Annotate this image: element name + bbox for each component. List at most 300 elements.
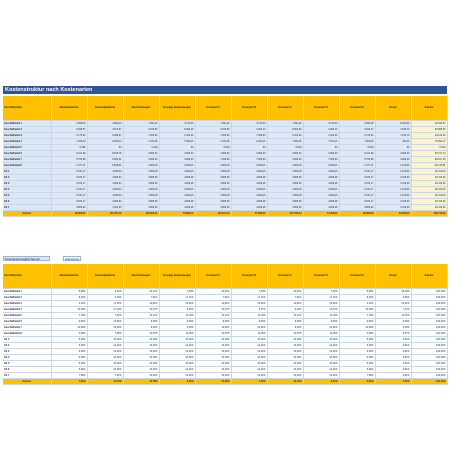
data-cell[interactable]: 8.362,02 [267,127,303,133]
data-cell[interactable]: 5.255,57 [51,127,87,133]
data-cell[interactable]: 2.531,17 [51,181,87,187]
data-cell[interactable]: 5,26% [51,337,87,343]
data-cell[interactable]: 10,32% [87,349,123,355]
data-cell[interactable]: 4.966,25 [123,199,159,205]
total-cell[interactable]: 13,03% [195,379,231,385]
row-label-cell[interactable]: GF 1 [3,337,51,343]
row-label-cell[interactable]: Geschäftsfeld 8 [3,163,51,169]
data-cell[interactable]: 10,32% [159,337,195,343]
data-cell[interactable]: 2.941,25 [231,139,267,145]
data-cell[interactable]: 48.116,46 [411,175,447,181]
data-cell[interactable]: 4.966,25 [123,157,159,163]
total-cell[interactable]: 101.791,79 [87,211,123,217]
data-cell[interactable]: 6,07% [375,331,411,337]
column-header[interactable]: Materialaufwand [51,264,87,289]
total-cell[interactable]: 60.869,67 [51,211,87,217]
data-cell[interactable]: 4.966,25 [195,175,231,181]
column-header[interactable]: Kostenart D [303,96,339,121]
data-cell[interactable]: 7.092,25 [267,139,303,145]
column-header[interactable]: Summe [411,264,447,289]
data-cell[interactable]: 8.019 [195,145,231,151]
row-label-cell[interactable]: Geschäftsfeld 8 [3,331,51,337]
data-cell[interactable]: 11,79% [303,313,339,319]
data-cell[interactable]: 2.960,23 [267,151,303,157]
data-cell[interactable]: 00 [375,145,411,151]
row-label-cell[interactable]: Geschäftsfeld 4 [3,307,51,313]
data-cell[interactable]: 8.362,02 [159,127,195,133]
data-cell[interactable]: 4.966,25 [267,205,303,211]
data-cell[interactable]: 4.966,25 [231,181,267,187]
data-cell[interactable]: 4.946,74 [375,127,411,133]
data-cell[interactable]: 2.531,17 [51,175,87,181]
data-cell[interactable]: 7.000,00 [339,139,375,145]
data-cell[interactable]: 11,47% [123,313,159,319]
data-cell[interactable]: 5.755,88 [51,157,87,163]
data-cell[interactable]: 100,00% [411,367,447,373]
data-cell[interactable]: 10,32% [303,343,339,349]
data-cell[interactable]: 11,47% [195,313,231,319]
data-cell[interactable]: 10,32% [267,355,303,361]
data-cell[interactable]: 8,60% [195,319,231,325]
data-cell[interactable]: 100,00% [411,355,447,361]
data-cell[interactable]: 59.968,63 [411,127,447,133]
column-header[interactable]: Summe [411,96,447,121]
column-header[interactable]: Kostenart B [231,264,267,289]
data-cell[interactable]: 10,32% [231,337,267,343]
data-cell[interactable]: 10,32% [267,343,303,349]
data-cell[interactable]: 8,60% [231,319,267,325]
data-cell[interactable]: 4.966,25 [231,193,267,199]
total-cell[interactable]: 75.586,12 [159,211,195,217]
data-cell[interactable]: 14,94% [231,325,267,331]
data-cell[interactable]: 9,43% [267,325,303,331]
data-cell[interactable]: 10,32% [123,337,159,343]
data-cell[interactable]: 8,60% [159,319,195,325]
data-cell[interactable]: 8,60% [123,319,159,325]
data-cell[interactable]: 9,24% [159,307,195,313]
data-cell[interactable]: 10,32% [87,355,123,361]
data-cell[interactable]: 4.966,25 [159,175,195,181]
data-cell[interactable]: 2.315,00 [375,205,411,211]
data-cell[interactable]: 11,79% [159,313,195,319]
data-cell[interactable]: 2.315,00 [375,187,411,193]
data-cell[interactable]: 2.960,23 [303,151,339,157]
row-label-cell[interactable]: GF 3 [3,181,51,187]
total-cell[interactable]: 7,51% [375,379,411,385]
data-cell[interactable]: 8.019 [267,145,303,151]
data-cell[interactable]: 7.091,22 [195,121,231,127]
data-cell[interactable]: 50 [87,145,123,151]
data-cell[interactable]: 3.710,00 [231,121,267,127]
data-cell[interactable]: 5,26% [339,343,375,349]
data-cell[interactable]: 9,43% [159,325,195,331]
data-cell[interactable]: 10,32% [303,349,339,355]
data-cell[interactable]: 11,79% [231,313,267,319]
data-cell[interactable]: 4.966,25 [267,181,303,187]
data-cell[interactable]: 7,66% [339,373,375,379]
data-cell[interactable]: 4.966,64 [87,193,123,199]
data-cell[interactable]: 3.730,00 [303,121,339,127]
data-cell[interactable]: 7.295,30 [51,139,87,145]
data-cell[interactable]: 1.175,02 [51,133,87,139]
data-cell[interactable]: 2,89% [339,331,375,337]
data-cell[interactable]: 7,91% [123,295,159,301]
data-cell[interactable]: 10,32% [195,337,231,343]
data-cell[interactable]: 4.966,64 [87,181,123,187]
data-cell[interactable]: 100,00% [411,325,447,331]
data-cell[interactable]: 7,30% [159,289,195,295]
data-cell[interactable]: 10,32% [195,349,231,355]
data-cell[interactable]: 4.966,25 [123,205,159,211]
data-cell[interactable]: 11,26% [231,331,267,337]
data-cell[interactable]: 5,47% [231,307,267,313]
data-cell[interactable]: 3.686,22 [51,205,87,211]
data-cell[interactable]: 10,32% [195,361,231,367]
data-cell[interactable]: 10,32% [159,349,195,355]
data-cell[interactable]: 13,97% [267,289,303,295]
data-cell[interactable]: 2.960,23 [231,151,267,157]
column-header[interactable]: Zinsen [375,96,411,121]
data-cell[interactable]: 12,36% [51,325,87,331]
data-cell[interactable]: 13,97% [195,289,231,295]
data-cell[interactable]: 5,89% [51,289,87,295]
data-cell[interactable]: 12,82% [123,301,159,307]
data-cell[interactable]: 9,83% [51,319,87,325]
data-cell[interactable]: 8.019 [411,145,447,151]
data-cell[interactable]: 14,94% [303,325,339,331]
data-cell[interactable]: 8,60% [375,319,411,325]
data-cell[interactable]: 16,94% [231,301,267,307]
data-cell[interactable]: 48.116,46 [411,187,447,193]
column-header[interactable]: Sonstige Aufwendungen [159,264,195,289]
row-label-cell[interactable]: GF 3 [3,349,51,355]
data-cell[interactable]: 4.966,25 [303,193,339,199]
data-cell[interactable]: 4.966,25 [159,205,195,211]
data-cell[interactable]: 10,32% [159,355,195,361]
column-header[interactable]: Abschreibungen [123,264,159,289]
data-cell[interactable]: 2.531,17 [51,187,87,193]
data-cell[interactable]: 5,26% [51,361,87,367]
data-cell[interactable]: 10,32% [123,355,159,361]
data-cell[interactable]: 4.966,25 [159,187,195,193]
data-cell[interactable]: 68.917,05 [411,157,447,163]
data-cell[interactable]: 4.966,25 [231,175,267,181]
row-label-cell[interactable]: GF 6 [3,199,51,205]
data-cell[interactable]: 8.960,41 [87,157,123,163]
total-cell[interactable]: 102.062,71 [123,211,159,217]
data-cell[interactable]: 5,26% [339,337,375,343]
data-cell[interactable]: 00 [303,145,339,151]
data-cell[interactable]: 10,32% [267,367,303,373]
data-cell[interactable]: 9,83% [339,319,375,325]
data-cell[interactable]: 10,32% [159,343,195,349]
total-cell[interactable]: 48.080,09 [339,211,375,217]
data-cell[interactable]: 16,94% [159,301,195,307]
data-cell[interactable]: 5.568,61 [87,163,123,169]
data-cell[interactable]: 100,00% [411,331,447,337]
total-cell[interactable]: 7,62% [51,379,87,385]
data-cell[interactable]: 7.091,22 [267,121,303,127]
row-label-cell[interactable]: GF 4 [3,355,51,361]
data-cell[interactable]: 12,82% [267,301,303,307]
row-label-cell[interactable]: Geschäftsfeld 7 [3,157,51,163]
header-row-label[interactable]: Geschäftsfelder [3,264,51,289]
data-cell[interactable]: 4.996,30 [375,157,411,163]
data-cell[interactable]: 5,26% [51,355,87,361]
data-cell[interactable]: 8.011,50 [51,151,87,157]
data-cell[interactable]: 4.966,25 [267,193,303,199]
data-cell[interactable]: 48.116,46 [411,169,447,175]
data-cell[interactable]: 3.686,22 [339,205,375,211]
data-cell[interactable]: 4.966,25 [231,199,267,205]
data-cell[interactable]: 4.966,64 [87,187,123,193]
data-cell[interactable]: 10,32% [231,343,267,349]
data-cell[interactable]: 6,93% [375,295,411,301]
total-cell[interactable]: 74.068,31 [303,211,339,217]
data-cell[interactable]: 7,61% [87,313,123,319]
data-cell[interactable]: 13,47% [303,307,339,313]
data-cell[interactable]: 7.029,63 [195,133,231,139]
data-cell[interactable]: 7.244,79 [375,133,411,139]
data-cell[interactable]: 2.531,17 [51,193,87,199]
data-cell[interactable]: 00 [231,145,267,151]
data-cell[interactable]: 10,32% [303,367,339,373]
data-cell[interactable]: 9.495,44 [87,139,123,145]
data-cell[interactable]: 5,26% [339,349,375,355]
row-label-cell[interactable]: GF 1 [3,169,51,175]
data-cell[interactable]: 4.966,25 [195,169,231,175]
data-cell[interactable]: 4.966,25 [159,181,195,187]
data-cell[interactable]: 100,00% [411,361,447,367]
data-cell[interactable]: 9,43% [123,325,159,331]
data-cell[interactable]: 7.066,66 [231,157,267,163]
data-cell[interactable]: 18,10% [375,289,411,295]
row-label-cell[interactable]: GF 2 [3,175,51,181]
data-cell[interactable]: 10,32% [303,355,339,361]
data-cell[interactable]: 2.531,17 [51,199,87,205]
data-cell[interactable]: 12,36% [339,325,375,331]
row-label-cell[interactable]: Geschäftsfeld 5 [3,313,51,319]
row-label-cell[interactable]: Geschäftsfeld 1 [3,289,51,295]
data-cell[interactable]: 10,32% [303,361,339,367]
data-cell[interactable]: 8,29% [51,295,87,301]
total-cell[interactable]: 7,22% [231,379,267,385]
data-cell[interactable]: 48.116,46 [411,193,447,199]
row-label-cell[interactable]: GF 2 [3,343,51,349]
data-cell[interactable]: 4.966,25 [195,187,231,193]
data-cell[interactable]: 2.960,23 [195,151,231,157]
data-cell[interactable]: 7.029,63 [231,133,267,139]
row-label-cell[interactable]: Geschäftsfeld 3 [3,301,51,307]
data-cell[interactable]: 2.531,17 [339,187,375,193]
data-cell[interactable]: 4.966,25 [123,193,159,199]
data-cell[interactable]: 4,81% [375,349,411,355]
data-cell[interactable]: 10,32% [87,367,123,373]
data-cell[interactable]: 7,79% [339,313,375,319]
data-cell[interactable]: 7,91% [195,295,231,301]
data-cell[interactable]: 2.960,23 [159,151,195,157]
data-cell[interactable]: 3.462,12 [231,127,267,133]
data-cell[interactable]: 8,29% [339,295,375,301]
data-cell[interactable]: 10,32% [231,355,267,361]
data-cell[interactable]: 2.531,17 [339,181,375,187]
data-cell[interactable]: 11,47% [267,313,303,319]
data-cell[interactable]: 8.019 [339,145,375,151]
data-cell[interactable]: 46.145,51 [411,163,447,169]
data-cell[interactable]: 48.116,46 [411,205,447,211]
data-cell[interactable]: 10,67% [267,331,303,337]
data-cell[interactable]: 66 [159,145,195,151]
data-cell[interactable]: 90.727,13 [411,151,447,157]
row-label-cell[interactable]: GF 5 [3,193,51,199]
data-cell[interactable]: 10,32% [231,349,267,355]
data-cell[interactable]: 12,82% [195,301,231,307]
percent-section-label[interactable]: Prozentanteil bezüglich Zeile auf [3,256,50,261]
data-cell[interactable]: 10,99% [339,307,375,313]
column-header[interactable]: Sonstige Aufwendungen [159,96,195,121]
data-cell[interactable]: 4.966,25 [195,181,231,187]
data-cell[interactable]: 100,00% [411,295,447,301]
data-cell[interactable]: 400,42 [375,139,411,145]
data-cell[interactable]: 9.419 [123,145,159,151]
data-cell[interactable]: 10,67% [195,331,231,337]
column-header[interactable]: Kostenart E [339,96,375,121]
data-cell[interactable]: 4.966,25 [267,157,303,163]
header-row-label[interactable]: Geschäftsfelder [3,96,51,121]
data-cell[interactable]: 4.966,25 [195,163,231,169]
data-cell[interactable]: 9,43% [375,325,411,331]
data-cell[interactable]: 4,81% [375,367,411,373]
row-label-cell[interactable]: Geschäftsfeld 1 [3,121,51,127]
data-cell[interactable]: 8,60% [267,319,303,325]
data-cell[interactable]: 7,30% [231,289,267,295]
data-cell[interactable]: 100,00% [411,307,447,313]
data-cell[interactable]: 16,25% [87,325,123,331]
column-header[interactable]: Kostenart E [339,264,375,289]
data-cell[interactable]: 10,32% [159,373,195,379]
data-cell[interactable]: 2.315,00 [375,163,411,169]
data-cell[interactable]: 7.066,66 [195,157,231,163]
data-cell[interactable]: 79.992,17 [411,139,447,145]
data-cell[interactable]: 4.966,25 [303,205,339,211]
row-label-cell[interactable]: Geschäftsfeld 6 [3,319,51,325]
data-cell[interactable]: 10,99% [51,307,87,313]
data-cell[interactable]: 4.966,25 [303,199,339,205]
data-cell[interactable]: 10,32% [303,337,339,343]
data-cell[interactable]: 4.966,64 [87,169,123,175]
data-cell[interactable]: 2,14% [339,301,375,307]
data-cell[interactable]: 48.116,46 [411,199,447,205]
data-cell[interactable]: 4.966,25 [267,169,303,175]
data-cell[interactable]: 10,32% [195,373,231,379]
data-cell[interactable]: 2.315,00 [375,199,411,205]
data-cell[interactable]: 5,26% [51,343,87,349]
data-cell[interactable]: 7.641,25 [303,139,339,145]
data-cell[interactable]: 13,47% [123,307,159,313]
row-label-cell[interactable]: GF 6 [3,367,51,373]
total-cell[interactable]: 12,78% [123,379,159,385]
data-cell[interactable]: 8.815,78 [87,151,123,157]
row-label-cell[interactable]: Geschäftsfeld 3 [3,133,51,139]
data-cell[interactable]: 100,00% [411,337,447,343]
data-cell[interactable]: 4.966,25 [231,163,267,169]
data-cell[interactable]: 4.966,25 [303,169,339,175]
column-header[interactable]: Kostenart A [195,264,231,289]
data-cell[interactable]: 9.499,67 [87,133,123,139]
row-label-cell[interactable]: Geschäftsfeld 2 [3,127,51,133]
data-cell[interactable]: 10,32% [195,355,231,361]
column-header[interactable]: Zinsen [375,264,411,289]
data-cell[interactable]: 100,00% [411,343,447,349]
data-cell[interactable]: 1.377,71 [339,163,375,169]
total-cell[interactable]: 798.773,62 [411,211,447,217]
data-cell[interactable]: 10,32% [87,361,123,367]
data-cell[interactable]: 4.966,25 [231,205,267,211]
data-cell[interactable]: 4,81% [375,373,411,379]
data-cell[interactable]: 10,32% [303,373,339,379]
data-cell[interactable]: 4.362,12 [303,127,339,133]
total-cell[interactable]: 101.795,44 [267,211,303,217]
data-cell[interactable]: 4.966,25 [159,169,195,175]
data-cell[interactable]: 11,47% [375,313,411,319]
data-cell[interactable]: 7.029,63 [123,133,159,139]
data-cell[interactable]: 17,33% [87,301,123,307]
data-cell[interactable]: 6.296,56 [195,127,231,133]
data-cell[interactable]: 4.966,25 [267,175,303,181]
data-cell[interactable]: 4.966,25 [303,175,339,181]
data-cell[interactable]: 7.066,66 [303,157,339,163]
data-cell[interactable]: 6.296,56 [123,127,159,133]
data-cell[interactable]: 100,00% [411,301,447,307]
data-cell[interactable]: 49.122,06 [411,133,447,139]
data-cell[interactable]: 10,32% [195,367,231,373]
data-cell[interactable]: 10,32% [123,361,159,367]
total-cell[interactable]: 60.000,00 [375,211,411,217]
data-cell[interactable]: 10,32% [267,373,303,379]
data-cell[interactable]: 10,32% [231,367,267,373]
data-cell[interactable]: 4.966,25 [231,169,267,175]
column-header[interactable]: Personalaufwand [87,96,123,121]
data-cell[interactable]: 3.093,00 [339,121,375,127]
row-label-cell[interactable]: Geschäftsfeld 4 [3,139,51,145]
data-cell[interactable]: 1.275,02 [339,133,375,139]
data-cell[interactable]: 2.531,17 [339,193,375,199]
row-label-cell[interactable]: Geschäftsfeld 6 [3,151,51,157]
total-cell[interactable]: 6,02% [339,379,375,385]
data-cell[interactable]: 4.966,25 [303,181,339,187]
data-cell[interactable]: 9,24% [267,307,303,313]
data-cell[interactable]: 4.966,25 [267,199,303,205]
data-cell[interactable]: 4.966,25 [123,181,159,187]
data-cell[interactable]: 4.966,25 [159,163,195,169]
data-cell[interactable]: 10,32% [267,349,303,355]
data-cell[interactable]: 8,19% [87,295,123,301]
data-cell[interactable]: 5,26% [51,367,87,373]
data-cell[interactable]: 10,32% [123,349,159,355]
row-label-cell[interactable]: Geschäftsfeld 5 [3,145,51,151]
data-cell[interactable]: 8,60% [303,319,339,325]
data-cell[interactable]: 100,00% [411,319,447,325]
data-cell[interactable]: 4.966,25 [303,187,339,193]
data-cell[interactable]: 4.966,25 [195,199,231,205]
data-cell[interactable]: 2.960,23 [123,151,159,157]
data-cell[interactable]: 100,00% [411,313,447,319]
data-cell[interactable]: 17,11% [303,295,339,301]
data-cell[interactable]: 10,32% [87,343,123,349]
data-cell[interactable]: 4,81% [375,343,411,349]
row-label-cell[interactable]: GF 4 [3,187,51,193]
total-cell[interactable]: 12,74% [267,379,303,385]
